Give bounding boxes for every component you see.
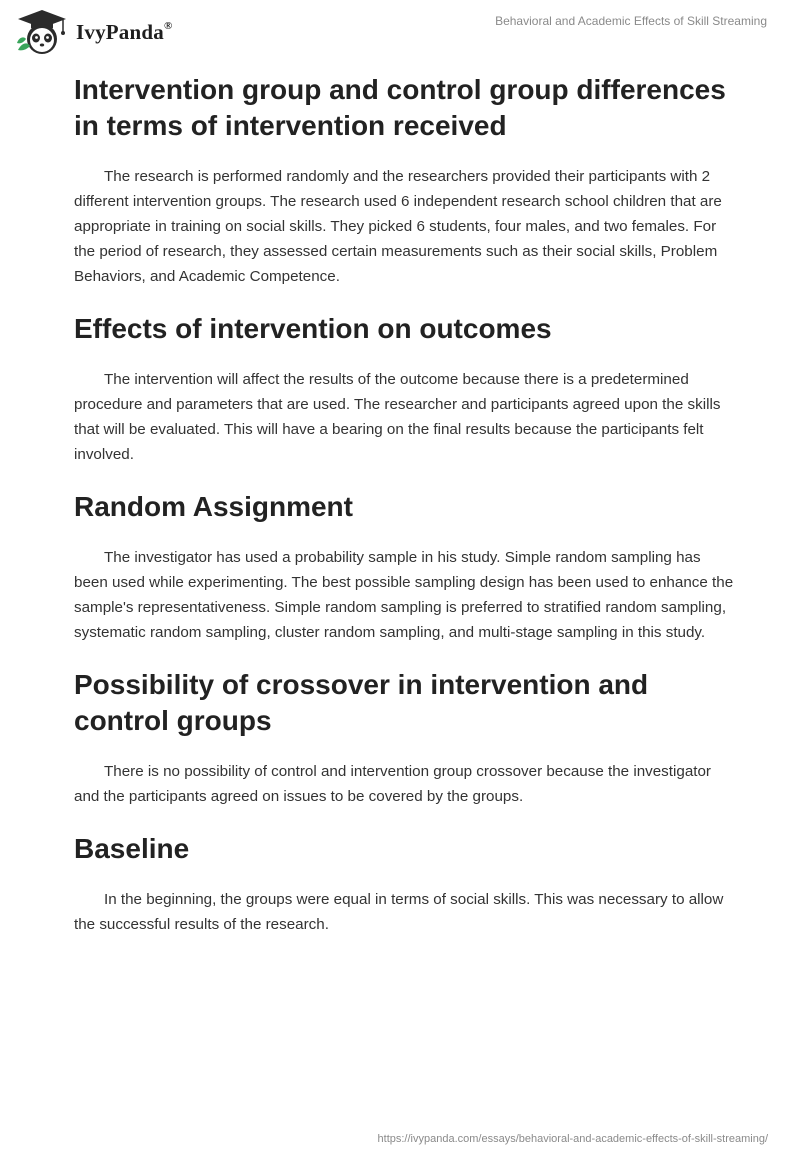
- section-random-assignment: [74, 489, 734, 645]
- section-heading: Random Assignment: [74, 491, 353, 522]
- section-intervention-differences: [74, 72, 734, 289]
- section-effects-of-intervention: [74, 311, 734, 467]
- section-heading: Possibility of crossover in intervention and control groups: [74, 669, 649, 736]
- ivypanda-logo[interactable]: [14, 8, 172, 56]
- section-paragraph: There is no possibility of control and intervention group crossover because the investigator and the participants agreed on issues to be covered by the groups.: [74, 763, 711, 805]
- panda-graduate-icon: [14, 8, 70, 56]
- document-title: Behavioral and Academic Effects of Skill Streaming: [495, 14, 767, 28]
- page-header: [0, 0, 800, 64]
- article-body: [74, 72, 734, 959]
- section-crossover: [74, 667, 734, 809]
- section-heading: Baseline: [74, 833, 190, 864]
- section-paragraph: The intervention will affect the results of the outcome because there is a predetermined procedure and parameters that are used. The researcher and participants agreed upon the skills that will be evaluated. This will have a bearing on the final results because the participants felt involved.: [74, 371, 721, 463]
- section-paragraph: In the beginning, the groups were equal in terms of social skills. This was necessary to allow the successful results of the research.: [74, 891, 724, 933]
- brand-name: IvyPanda®: [76, 19, 173, 44]
- section-baseline: [74, 831, 734, 937]
- section-heading: Intervention group and control group differences in terms of intervention received: [74, 74, 726, 141]
- section-paragraph: The investigator has used a probability sample in his study. Simple random sampling has been used while experimenting. The best possible sampling design has been used to enhance the sample's representativeness. Simple random sampling is preferred to stratified random sampling, systematic random sampling, cluster random sampling, and multi-stage sampling in this study.: [74, 549, 734, 641]
- section-paragraph: The research is performed randomly and the researchers provided their participants with 2 different intervention groups. The research used 6 independent research school children that are appropriate in training on social skills. They picked 6 students, four males, and two females. For the period of research, they assessed certain measurements such as their social skills, Problem Behaviors, and Academic Competence.: [74, 168, 722, 285]
- section-heading: Effects of intervention on outcomes: [74, 313, 552, 344]
- source-url-link[interactable]: https://ivypanda.com/essays/behavioral-and-academic-effects-of-skill-streaming/: [377, 1133, 768, 1145]
